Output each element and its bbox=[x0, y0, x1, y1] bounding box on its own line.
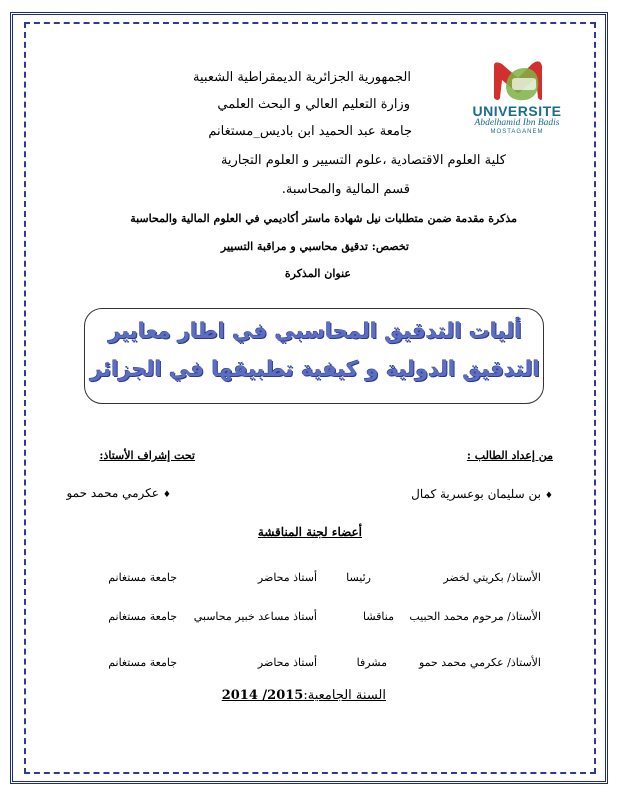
academic-year-row bbox=[222, 688, 386, 703]
thesis-title-box bbox=[84, 308, 544, 404]
republic-line: الجمهورية الجزائرية الديمقراطية الشعبية bbox=[193, 70, 411, 85]
logo-subtitle-text: Abdelhamid Ibn Badis bbox=[474, 118, 560, 128]
committee-member-name: الأستاذ/ عكرمي محمد حمو bbox=[418, 656, 541, 669]
university-logo-icon bbox=[488, 58, 548, 104]
committee-member-university: جامعة مستغانم bbox=[108, 610, 177, 623]
bullet-diamond-icon: ♦ bbox=[162, 490, 171, 500]
logo-city-text: MOSTAGANEM bbox=[490, 129, 544, 135]
supervisor-name-row bbox=[66, 486, 171, 500]
committee-member-role: مناقشا bbox=[363, 610, 394, 623]
bullet-diamond-icon: ♦ bbox=[544, 491, 553, 501]
thesis-title-line-2: التدقيق الدولية و كيفية تطبيقها في الجزائر bbox=[90, 357, 540, 381]
university-line: جامعة عبد الحميد ابن باديس_مستغانم bbox=[208, 124, 412, 139]
logo-university-text: UNIVERSITE bbox=[472, 103, 562, 119]
committee-member-rank: أستاذ مساعد خبير محاسبي bbox=[193, 610, 317, 623]
supervisor-name: عكرمي محمد حمو bbox=[66, 486, 159, 500]
ministry-line: وزارة التعليم العالي و البحث العلمي bbox=[217, 97, 410, 112]
academic-year-label: السنة الجامعية: bbox=[303, 688, 386, 703]
faculty-line: كلية العلوم الاقتصادية ،علوم التسيير و العلوم التجارية bbox=[220, 153, 506, 168]
committee-heading: أعضاء لجنة المناقشة bbox=[257, 525, 362, 539]
student-name-row bbox=[411, 487, 553, 501]
title-label: عنوان المذكرة bbox=[284, 267, 351, 280]
committee-member-university: جامعة مستغانم bbox=[108, 656, 177, 669]
committee-member-rank: أستاذ محاضر bbox=[257, 656, 317, 669]
committee-member-role: رئيسا bbox=[346, 571, 371, 584]
academic-year-value: 2014 /2015 bbox=[221, 688, 304, 703]
thesis-title-line-1: أليات التدقيق المحاسبي في اطار معايير bbox=[108, 319, 522, 343]
university-logo bbox=[458, 58, 576, 138]
committee-member-rank: أستاذ محاضر bbox=[257, 571, 317, 584]
committee-member-name: الأستاذ/ بكريتي لخضر bbox=[443, 571, 541, 584]
committee-member-university: جامعة مستغانم bbox=[108, 571, 177, 584]
thesis-note-line: مذكرة مقدمة ضمن متطلبات نيل شهادة ماستر أكاديمي في العلوم المالية والمحاسبة bbox=[130, 212, 517, 225]
supervisor-label: تحت إشراف الأستاذ: bbox=[99, 449, 195, 462]
specialty-line: تخصص: تدقيق محاسبي و مراقبة التسيير bbox=[220, 240, 409, 253]
student-label: من إعداد الطالب : bbox=[466, 449, 553, 462]
committee-member-role: مشرفا bbox=[356, 656, 387, 669]
department-line: قسم المالية والمحاسبة. bbox=[281, 182, 410, 197]
committee-member-name: الأستاذ/ مرحوم محمد الحبيب bbox=[409, 610, 541, 623]
student-name: بن سليمان بوعسرية كمال bbox=[411, 487, 541, 501]
